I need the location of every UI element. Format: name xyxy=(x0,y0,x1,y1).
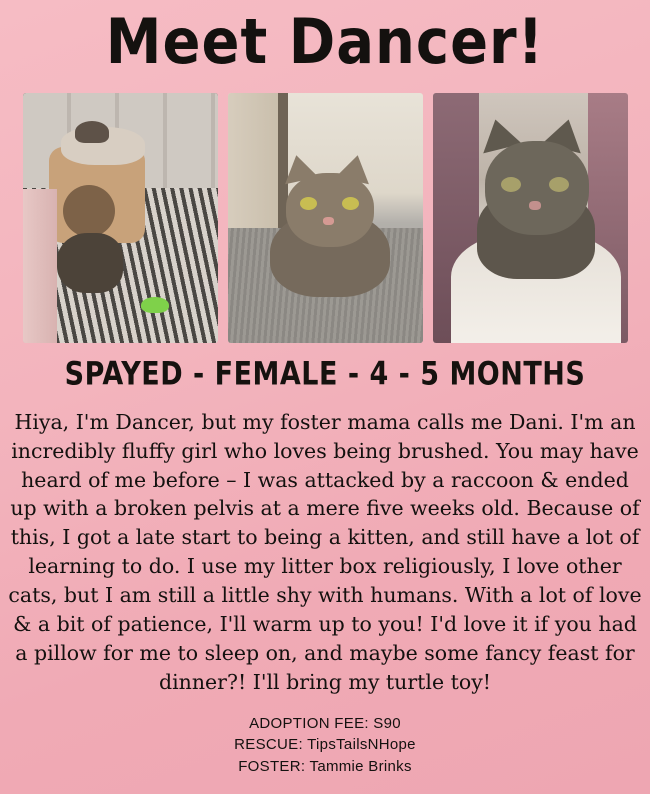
photo1-turtle-toy xyxy=(141,297,169,313)
photo2-kitten-head xyxy=(286,173,374,247)
page-title: Meet Dancer! xyxy=(105,5,545,79)
poster-footer xyxy=(234,713,416,778)
photo2-kitten-eye-right xyxy=(342,197,359,210)
photo-kitten-on-carpet xyxy=(228,93,423,343)
photo1-cat-tree-hole xyxy=(63,185,115,237)
pet-attributes: SPAYED - FEMALE - 4 - 5 MONTHS xyxy=(64,356,586,393)
photo-kitten-closeup xyxy=(433,93,628,343)
photo3-kitten-eye-right xyxy=(549,177,569,192)
rescue-line: RESCUE: TipsTailsNHope xyxy=(234,736,416,754)
foster-line: FOSTER: Tammie Brinks xyxy=(238,758,412,776)
photo2-kitten-eye-left xyxy=(300,197,317,210)
photo3-kitten-nose xyxy=(529,201,541,210)
photo3-kitten-eye-left xyxy=(501,177,521,192)
photo1-kitten xyxy=(57,233,123,293)
pet-bio: Hiya, I'm Dancer, but my foster mama calls me Dani. I'm an incredibly fluffy girl who loves being brushed. You may have heard of me before – I was attacked by a raccoon & ended up with a broken pelvis at a mere five weeks old. Because of this, I got a late start to being a kitten, and still have a lot of learning to do. I use my litter box religiously, I love other cats, but I am still a little shy with humans. With a lot of love & a bit of patience, I'll warm up to you! I'd love it if you had a pillow for me to sleep on, and maybe some fancy feast for dinner?! I'll bring my turtle toy! xyxy=(8,409,642,694)
photo1-calico-cat-head xyxy=(75,121,109,143)
photo2-kitten-nose xyxy=(323,217,334,225)
photo1-blanket xyxy=(23,189,57,343)
photo-gallery xyxy=(14,93,636,343)
photo3-kitten-head xyxy=(485,141,589,235)
photo-cat-tree xyxy=(23,93,218,343)
adoption-fee-line: ADOPTION FEE: S90 xyxy=(249,714,401,732)
